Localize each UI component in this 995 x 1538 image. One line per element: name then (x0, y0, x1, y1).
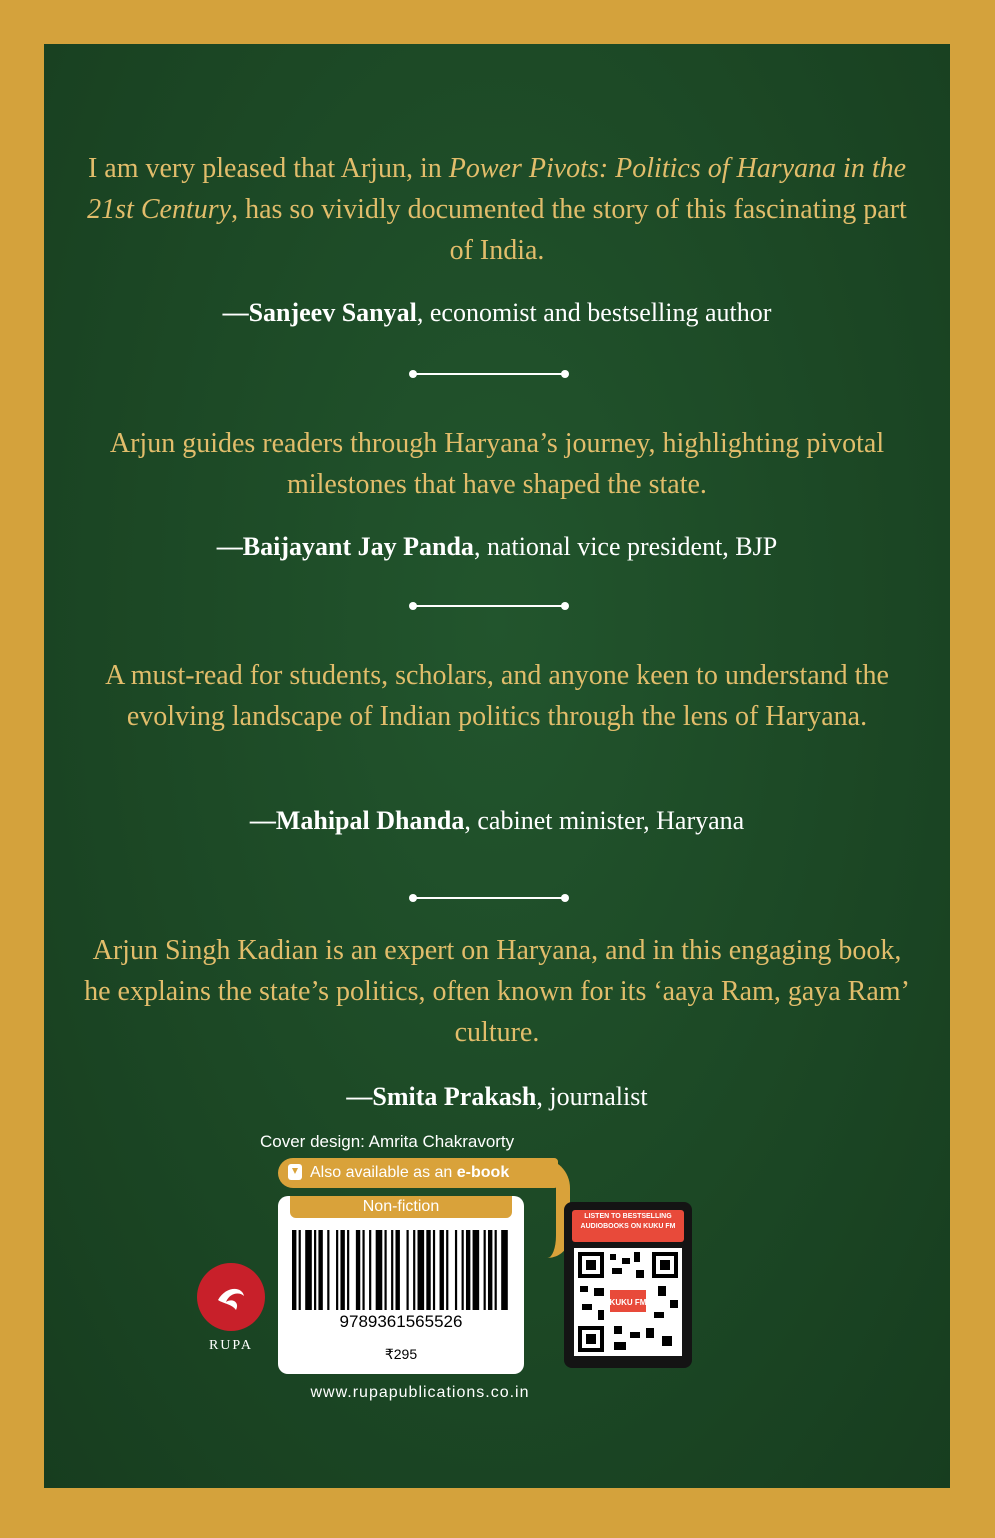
barcode-bar (292, 1230, 296, 1310)
barcode-bar (369, 1230, 371, 1310)
barcode-bar (305, 1230, 312, 1310)
barcode-bar (426, 1230, 430, 1310)
barcode-bar (336, 1230, 338, 1310)
quote-3: A must-read for students, scholars, and anyone keen to understand the evolving landscape of Indian politics through the lens of Haryana. (105, 660, 889, 732)
category-label: Non-fiction (290, 1196, 512, 1218)
barcode (292, 1230, 510, 1310)
barcode-bar (384, 1230, 386, 1310)
barcode-bar (362, 1230, 364, 1310)
qr-code-icon[interactable] (574, 1248, 682, 1356)
barcode-bar (495, 1230, 497, 1310)
attribution-3: —Mahipal Dhanda, cabinet minister, Haryana (249, 806, 745, 835)
barcode-bar (462, 1230, 464, 1310)
publisher-url[interactable]: www.rupapublications.co.in (310, 1384, 530, 1401)
attribution-1: —Sanjeev Sanyal, economist and bestselling author (222, 298, 772, 327)
barcode-bar (318, 1230, 322, 1310)
barcode-bar (473, 1230, 480, 1310)
barcode-bar (440, 1230, 444, 1310)
quote-1: I am very pleased that Arjun, in Power Pivots: Politics of Haryana in the 21st Century, has so vividly documented the story of this fascinating part of India. (87, 153, 907, 266)
ebook-banner: Also available as an e-book (278, 1158, 558, 1188)
barcode-bar (356, 1230, 360, 1310)
barcode-bar (395, 1230, 399, 1310)
price: ₹295 (384, 1346, 418, 1362)
barcode-bar (407, 1230, 409, 1310)
barcode-box (278, 1196, 524, 1374)
barcode-bar (299, 1230, 301, 1310)
barcode-bar (347, 1230, 349, 1310)
barcode-bar (418, 1230, 425, 1310)
barcode-bar (413, 1230, 415, 1310)
barcode-bar (455, 1230, 457, 1310)
download-icon (288, 1164, 302, 1180)
barcode-bar (466, 1230, 470, 1310)
barcode-bar (327, 1230, 329, 1310)
quote-4: Arjun Singh Kadian is an expert on Haryana, and in this engaging book, he explains the state’s politics, often known for its ‘aaya Ram, gaya Ram’ culture. (84, 935, 910, 1048)
rupa-logo-icon (196, 1262, 266, 1332)
attribution-2: —Baijayant Jay Panda, national vice president, BJP (216, 532, 778, 561)
barcode-bar (488, 1230, 492, 1310)
divider (409, 892, 569, 904)
quote-2: Arjun guides readers through Haryana’s journey, highlighting pivotal milestones that have shaped the state. (109, 428, 885, 500)
barcode-bar (376, 1230, 383, 1310)
qr-header: LISTEN TO BESTSELLING AUDIOBOOKS ON KUKU FM (572, 1210, 684, 1242)
barcode-bar (446, 1230, 448, 1310)
publisher-name: RUPA (208, 1338, 254, 1353)
qr-brand: KUKU FM (609, 1298, 647, 1307)
barcode-bar (433, 1230, 435, 1310)
barcode-bar (391, 1230, 393, 1310)
kuku-fm-qr-card[interactable] (564, 1202, 692, 1368)
cover-design-credit: Cover design: Amrita Chakravorty (260, 1132, 515, 1151)
barcode-bar (340, 1230, 344, 1310)
divider (409, 368, 569, 380)
attribution-4: —Smita Prakash, journalist (346, 1082, 648, 1111)
divider (409, 600, 569, 612)
barcode-bar (484, 1230, 486, 1310)
barcode-bar (314, 1230, 316, 1310)
isbn-number: 9789361565526 (339, 1312, 463, 1331)
barcode-bar (501, 1230, 508, 1310)
